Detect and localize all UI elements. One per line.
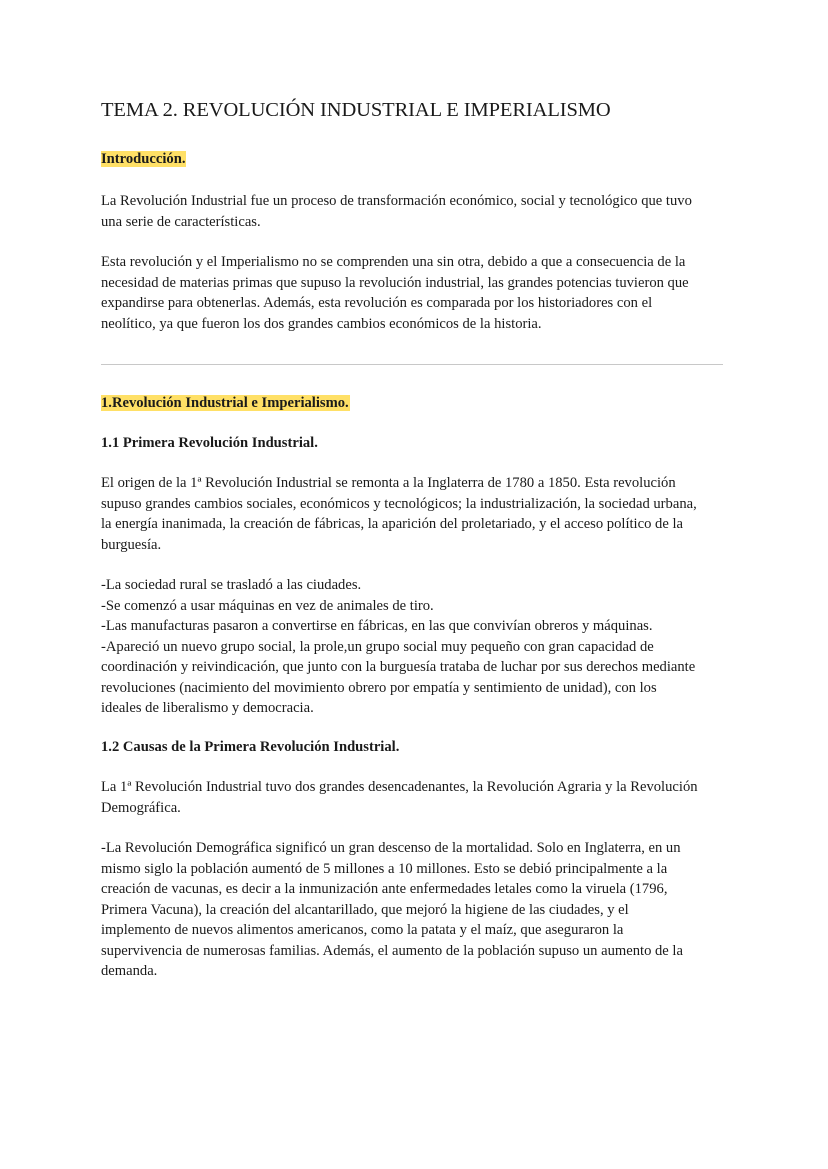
subsection-1-2-heading: 1.2 Causas de la Primera Revolución Industrial. — [101, 739, 400, 755]
paragraph-line: demanda. — [101, 963, 158, 979]
paragraph-line: neolítico, ya que fueron los dos grandes cambios económicos de la historia. — [101, 315, 542, 332]
paragraph-line: Primera Vacuna), la creación del alcantarillado, que mejoró la higiene de las ciudades, y el — [101, 901, 629, 918]
subsection-1-1-heading: 1.1 Primera Revolución Industrial. — [101, 435, 318, 451]
paragraph-line: necesidad de materias primas que supuso la revolución industrial, las grandes potencias tuvieron que — [101, 274, 689, 291]
list-item: -Las manufacturas pasaron a convertirse en fábricas, en las que convivían obreros y máquinas. — [101, 618, 653, 634]
paragraph-line: supervivencia de numerosas familias. Además, el aumento de la población supuso un aumento de la — [101, 942, 683, 959]
horizontal-divider — [101, 364, 723, 365]
list-item: coordinación y reivindicación, que junto con la burguesía trataba de luchar por sus derechos mediante — [101, 659, 696, 675]
intro-heading — [101, 149, 186, 169]
paragraph-line: una serie de características. — [101, 213, 261, 230]
paragraph-line: Demográfica. — [101, 799, 181, 816]
paragraph-line: La Revolución Industrial fue un proceso de transformación económico, social y tecnológico que tuvo — [101, 193, 692, 209]
list-item: revoluciones (nacimiento del movimiento obrero por empatía y sentimiento de unidad), con los — [101, 679, 657, 696]
subsection-1-1-list — [101, 575, 726, 719]
paragraph-line: implemento de nuevos alimentos americanos, como la patata y el maíz, que aseguraron la — [101, 922, 624, 938]
paragraph-line: supuso grandes cambios sociales, económicos y tecnológicos; la industrialización, la sociedad urbana, — [101, 495, 697, 512]
section-1-heading — [101, 393, 350, 413]
paragraph-line: La 1ª Revolución Industrial tuvo dos grandes desencadenantes, la Revolución Agraria y la Revolución — [101, 779, 698, 795]
intro-paragraph-1 — [101, 191, 726, 232]
list-item: -La sociedad rural se trasladó a las ciudades. — [101, 577, 362, 593]
list-item: -Se comenzó a usar máquinas en vez de animales de tiro. — [101, 597, 434, 614]
document-title: TEMA 2. REVOLUCIÓN INDUSTRIAL E IMPERIALISMO — [101, 99, 611, 121]
subsection-1-2-paragraph-2 — [101, 838, 726, 982]
list-item: ideales de liberalismo y democracia. — [101, 700, 314, 716]
paragraph-line: El origen de la 1ª Revolución Industrial se remonta a la Inglaterra de 1780 a 1850. Esta revolución — [101, 475, 676, 491]
paragraph-line: burguesía. — [101, 536, 162, 553]
paragraph-line: -La Revolución Demográfica significó un gran descenso de la mortalidad. Solo en Inglaterra, en un — [101, 840, 681, 856]
paragraph-line: Esta revolución y el Imperialismo no se comprenden una sin otra, debido a que a consecuencia de la — [101, 254, 686, 270]
subsection-1-2-paragraph-1 — [101, 777, 726, 818]
paragraph-line: la energía inanimada, la creación de fábricas, la aparición del proletariado, y el acceso político de la — [101, 516, 683, 532]
paragraph-line: mismo siglo la población aumentó de 5 millones a 10 millones. Esto se debió principalmente a la — [101, 860, 668, 877]
intro-paragraph-2 — [101, 252, 726, 334]
section-1-heading-text: 1.Revolución Industrial e Imperialismo. — [101, 395, 349, 411]
paragraph-line: creación de vacunas, es decir a la inmunización ante enfermedades letales como la viruela (1796, — [101, 881, 668, 897]
intro-heading-text: Introducción. — [101, 151, 186, 167]
paragraph-line: expandirse para obtenerlas. Además, esta revolución es comparada por los historiadores con el — [101, 295, 653, 311]
list-item: -Apareció un nuevo grupo social, la prole,un grupo social muy pequeño con gran capacidad de — [101, 638, 654, 655]
subsection-1-1-paragraph — [101, 473, 726, 555]
